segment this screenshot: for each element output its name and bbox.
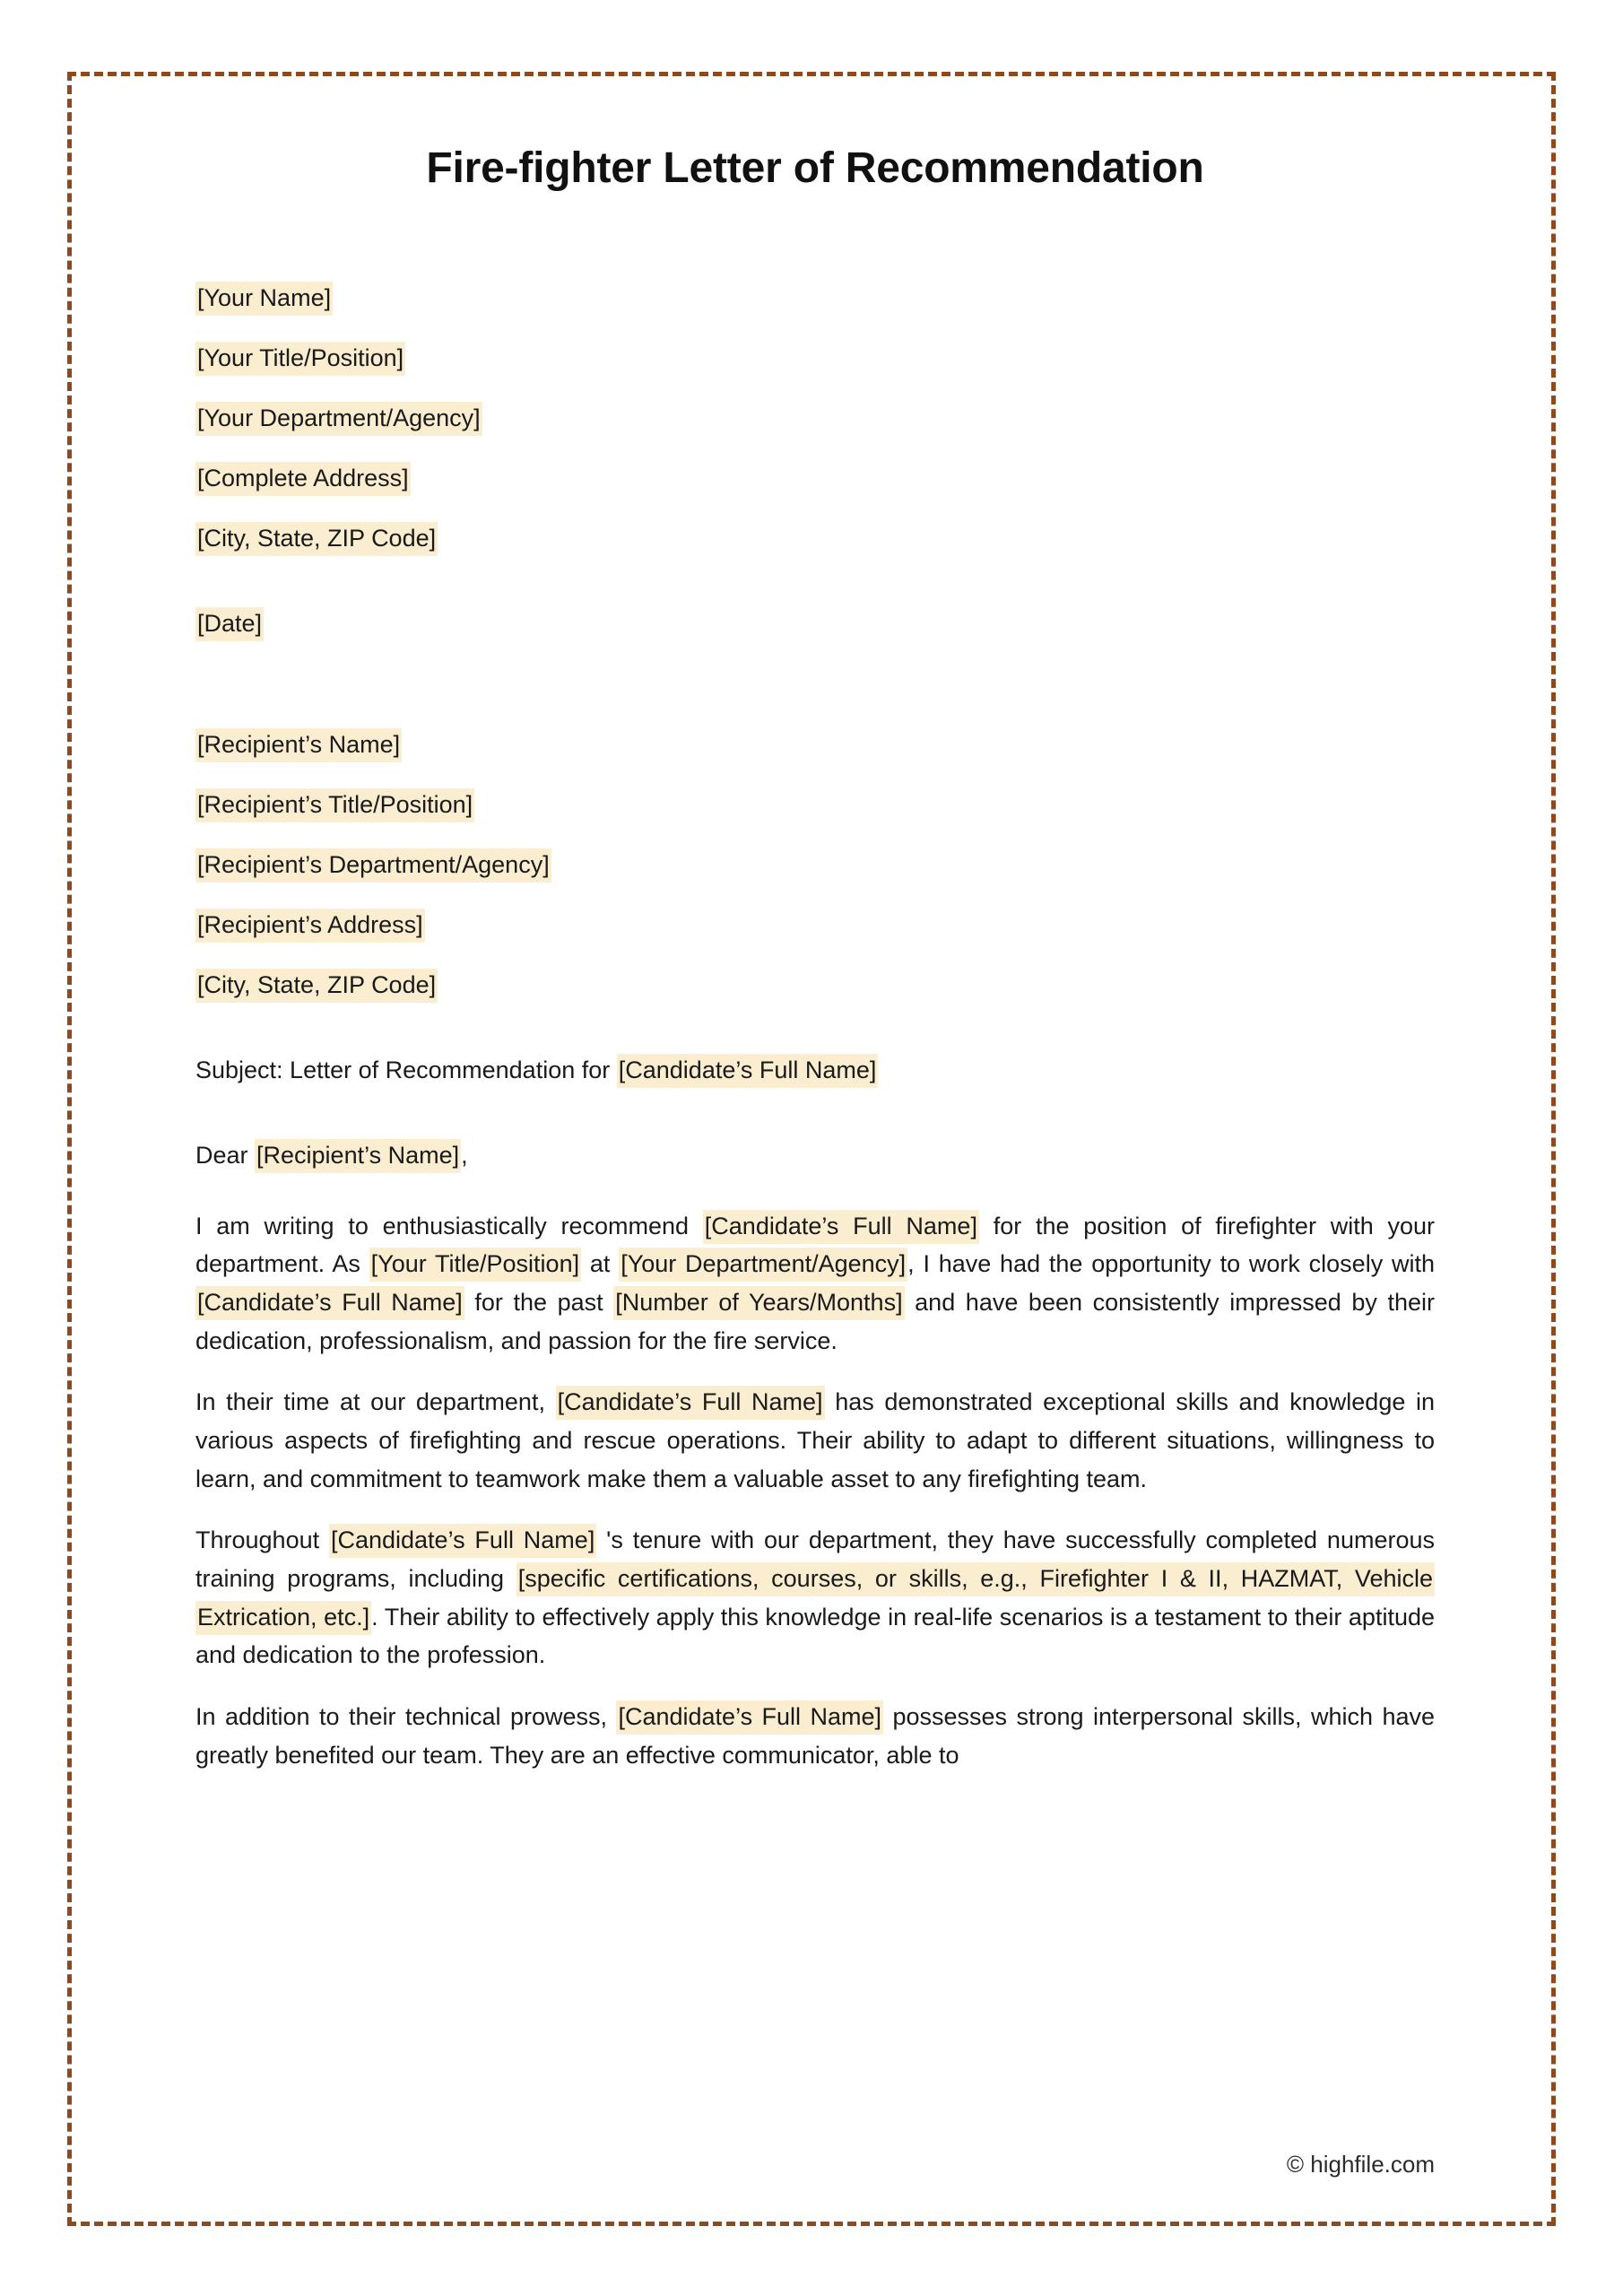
p1-text-2: for the position of firefighter with your department. As (195, 1212, 1435, 1278)
sender-city-line (195, 526, 1435, 551)
sender-title-line (195, 346, 1435, 370)
recipient-title-placeholder: [Recipient’s Title/Position] (195, 788, 474, 822)
recipient-department-placeholder: [Recipient’s Department/Agency] (195, 848, 551, 883)
p1-candidate-placeholder-2: [Candidate’s Full Name] (195, 1286, 464, 1320)
sender-address-line (195, 466, 1435, 491)
recipient-city-line (195, 970, 1435, 998)
recipient-city-placeholder: [City, State, ZIP Code] (195, 969, 438, 1003)
p2-text-1: In their time at our department, (195, 1388, 556, 1416)
p3-text-2: 's tenure with our department, they have successfully completed numerous training programs, including (195, 1526, 1435, 1593)
recipient-address-block (195, 730, 1435, 998)
p2-candidate-placeholder: [Candidate’s Full Name] (556, 1386, 825, 1420)
spacer-after-title (195, 193, 1435, 286)
salutation-prefix: Dear (195, 1141, 256, 1169)
p4-text-2: possesses strong interpersonal skills, which have greatly benefited our team. They are an effective communicator, able to (195, 1703, 1436, 1769)
p1-text-3: at (581, 1250, 620, 1278)
p1-your-title-placeholder: [Your Title/Position] (369, 1248, 581, 1282)
sender-name-placeholder: [Your Name] (195, 282, 333, 316)
recipient-title-line (195, 790, 1435, 818)
body-paragraph-3 (195, 1521, 1435, 1674)
p1-text-4: , I have had the opportunity to work closely with (907, 1250, 1435, 1278)
p1-candidate-placeholder-1: [Candidate’s Full Name] (703, 1210, 979, 1244)
subject-candidate-placeholder: [Candidate’s Full Name] (617, 1054, 879, 1088)
p3-text-1: Throughout (195, 1526, 329, 1554)
recipient-name-line (195, 730, 1435, 758)
p1-duration-placeholder: [Number of Years/Months] (613, 1286, 904, 1320)
subject-line (195, 1058, 1435, 1083)
recipient-department-line (195, 850, 1435, 878)
recipient-address-placeholder: [Recipient’s Address] (195, 909, 425, 943)
page-title: Fire-fighter Letter of Recommendation (426, 144, 1204, 192)
p4-text-1: In addition to their technical prowess, (195, 1703, 617, 1731)
p3-text-3: . Their ability to effectively apply this knowledge in real-life scenarios is a testament to their aptitude and dedication to the profession. (195, 1603, 1435, 1669)
body-paragraph-4 (195, 1698, 1435, 1774)
sender-department-placeholder: [Your Department/Agency] (195, 402, 482, 436)
footer-copyright: © highfile.com (1286, 2151, 1435, 2178)
p4-candidate-placeholder: [Candidate’s Full Name] (616, 1700, 883, 1735)
spacer-before-subject (195, 997, 1435, 1058)
body-paragraph-2 (195, 1383, 1435, 1498)
p1-text-6: and have been consistently impressed by their dedication, professionalism, and passion for the fire service. (195, 1289, 1435, 1354)
salutation-suffix: , (461, 1141, 468, 1169)
subject-prefix: Subject: Letter of Recommendation for (195, 1056, 617, 1083)
body-paragraph-1 (195, 1207, 1435, 1361)
spacer-before-body (195, 1168, 1435, 1207)
sender-title-placeholder: [Your Title/Position] (195, 342, 405, 376)
p2-text-2: has demonstrated exceptional skills and knowledge in various aspects of firefighting and rescue operations. Their ability to adapt to different situations, willingness to learn, and commitment to teamwork make them a valuable asset to any firefighting team. (195, 1388, 1436, 1492)
spacer-before-salutation (195, 1083, 1435, 1144)
recipient-name-placeholder: [Recipient’s Name] (195, 728, 402, 762)
sender-name-line (195, 283, 1435, 311)
salutation-recipient-placeholder: [Recipient’s Name] (255, 1139, 461, 1173)
sender-city-placeholder: [City, State, ZIP Code] (195, 522, 438, 556)
p1-text-5: for the past (464, 1289, 614, 1317)
recipient-address-line (195, 910, 1435, 938)
spacer-before-recipient (195, 672, 1435, 733)
sender-department-line (195, 406, 1435, 430)
salutation-line (195, 1141, 1435, 1169)
p1-text-1: I am writing to enthusiastically recommend (195, 1212, 703, 1239)
letter-content (195, 72, 1435, 1797)
p3-certifications-placeholder: [specific certifications, courses, or skills, e.g., Firefighter I & II, HAZMAT, Vehicle Extrication, etc.] (195, 1562, 1435, 1635)
spacer-before-date (195, 551, 1435, 612)
p1-your-department-placeholder: [Your Department/Agency] (619, 1248, 907, 1282)
date-placeholder: [Date] (195, 607, 264, 641)
sender-address-block (195, 283, 1435, 552)
p3-candidate-placeholder: [Candidate’s Full Name] (329, 1524, 596, 1558)
date-line (195, 609, 1435, 637)
sender-address-placeholder: [Complete Address] (195, 462, 411, 496)
